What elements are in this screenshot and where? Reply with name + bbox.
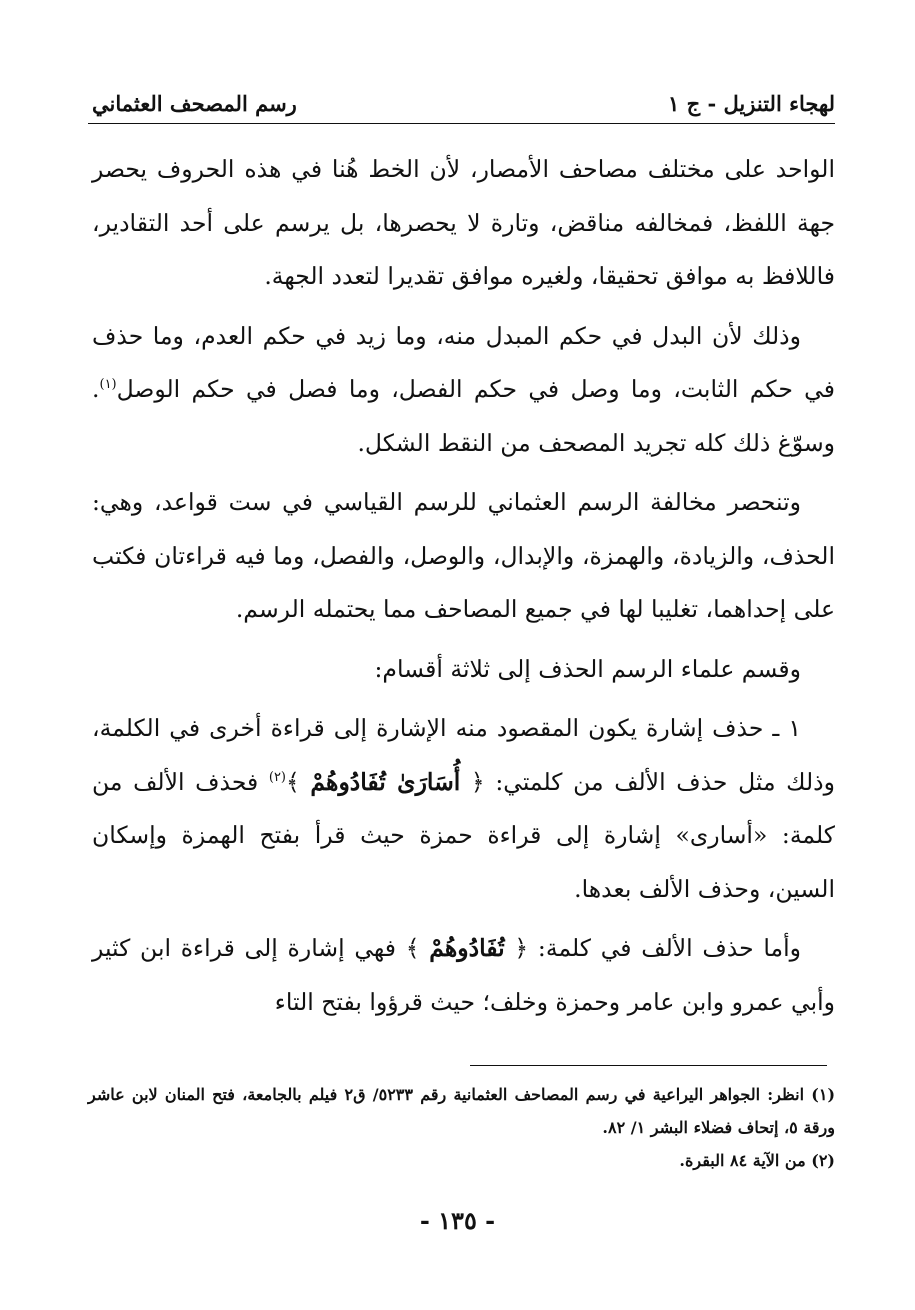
footnote-1-line-1: (١) انظر: الجواهر اليراعية في رسم المصاحف العثمانية رقم ٥٢٣٣/ ق٢ فيلم بالجامعة، فتح المنان لابن عاشر: [88, 1085, 836, 1104]
paragraph-text: . وسوّغ ذلك كله تجريد المصحف من النقط الشكل.: [92, 375, 835, 457]
paragraph-substitution-rule: [92, 310, 835, 471]
footnote-ref-1: (١): [99, 377, 117, 393]
paragraph-text: ١ ـ حذف إشارة يكون المقصود منه الإشارة إلى قراءة أخرى في الكلمة، وذلك مثل حذف الألف من كلمتي:: [92, 714, 835, 796]
quran-quote: أُسَارَىٰ تُفَادُوهُمْ: [310, 767, 461, 796]
paragraph-text: فحذف الألف من كلمة: «أسارى» إشارة إلى قراءة حمزة حيث قرأ بفتح الهمزة وإسكان السين، وحذف الألف بعدها.: [92, 767, 835, 903]
ornate-bracket-open: ﴿: [470, 767, 485, 796]
footnote-1-line-2: ورقة ٥، إتحاف فضلاء البشر ١/ ٨٢.: [602, 1118, 835, 1137]
body-text: [92, 143, 835, 1035]
paragraph-text: وأما حذف الألف في كلمة:: [537, 934, 801, 962]
running-head-volume: لهجاء التنزيل - ج ١: [668, 91, 835, 116]
paragraph-tufaduhum: [92, 922, 835, 1029]
footnote-1: [88, 1078, 835, 1144]
quran-quote: تُفَادُوهُمْ: [429, 934, 505, 962]
paragraph-six-rules: وتنحصر مخالفة الرسم العثماني للرسم القياسي في ست قواعد، وهي: الحذف، والزيادة، والهمزة، والإبدال، والوصل، والفصل، وما فيه قراءتان فكتب على إحداهما، تغليبا لها في جميع المصاحف مما يحتمله الرسم.: [92, 488, 835, 623]
paragraph-continuation: الواحد على مختلف مصاحف الأمصار، لأن الخط هُنا في هذه الحروف يحصر جهة اللفظ، فمخالفه مناقض، وتارة لا يحصرها، بل يرسم على أحد التقادير، فاللافظ به موافق تحقيقا، ولغيره موافق تقديرا لتعدد الجهة.: [92, 155, 835, 290]
ornate-bracket-close: ﴾: [286, 767, 300, 796]
page-number: - ١٣٥ -: [419, 1206, 496, 1235]
running-head-title: رسم المصحف العثماني: [92, 91, 297, 116]
footnote-rule: [470, 1065, 827, 1066]
ornate-bracket-close: ﴾: [405, 934, 420, 962]
paragraph-text: فهي إشارة إلى قراءة ابن كثير وأبي عمرو وابن عامر وحمزة وخلف؛ حيث قرؤوا بفتح التاء: [92, 934, 835, 1016]
paragraph-deletion-types: وقسم علماء الرسم الحذف إلى ثلاثة أقسام:: [374, 654, 801, 683]
paragraph-text: وذلك لأن البدل في حكم المبدل منه، وما زيد في حكم العدم، وما حذف في حكم الثابت، وما وصل في حكم الفصل، وما فصل في حكم الوصل: [92, 321, 835, 403]
footnotes: [88, 1078, 835, 1177]
paragraph-deletion-indication: [92, 702, 835, 916]
running-head: [92, 86, 835, 116]
header-rule: [88, 123, 835, 124]
footnote-ref-2: (٢): [268, 769, 286, 785]
ornate-bracket-open: ﴿: [514, 934, 529, 962]
footnote-2: (٢) من الآية ٨٤ البقرة.: [679, 1151, 835, 1170]
